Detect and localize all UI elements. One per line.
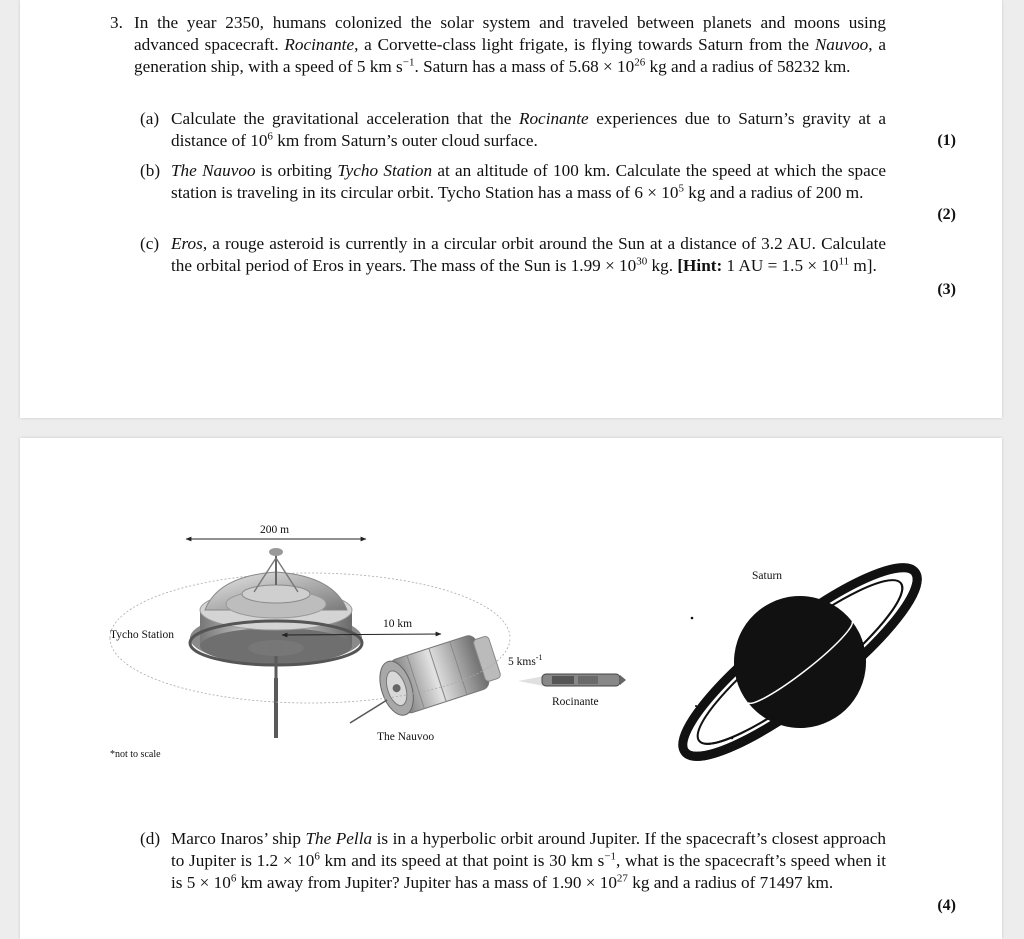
question-intro: In the year 2350, humans colonized the solar system and traveled between planets and moons using advanced spacecraft. Rocinante, a Corvette-class light frigate, is flying towards Saturn from the Nauvoo, a generation ship, with a speed of 5 km $s^{-1}$. Saturn has a mass of $5.68 \times 10^{26}$ kg and a radius of 58232 km.	[134, 13, 886, 77]
orbit-diagram	[20, 438, 1002, 798]
label-saturn: Saturn	[752, 570, 783, 582]
question-number: 3.	[110, 13, 123, 32]
page-1	[20, 0, 1002, 418]
part-d-marks: (4)	[937, 897, 956, 914]
label-speed: 5 kms$^{-1}$	[508, 653, 543, 668]
rocinante-ship-image	[518, 674, 626, 686]
tycho-station-image	[190, 548, 362, 738]
part-b-label: (b)	[140, 161, 161, 180]
label-200m: 200 m	[260, 524, 290, 536]
part-b-text: The Nauvoo is orbiting Tycho Station at an altitude of 100 km. Calculate the speed at which the space station is traveling in its circular orbit. Tycho Station has a mass of $6 \times 10^5$ kg and a radius of 200 m.	[171, 161, 887, 203]
saturn-image	[644, 520, 955, 798]
label-nauvoo: The Nauvoo	[377, 731, 435, 743]
nauvoo-ship-image	[374, 630, 504, 720]
label-tycho-station: Tycho Station	[110, 629, 175, 641]
page-2	[20, 438, 1002, 939]
part-c-marks: (3)	[937, 281, 956, 298]
not-to-scale-note: *not to scale	[110, 749, 161, 760]
part-d-label: (d)	[140, 829, 161, 848]
part-c-text: Eros, a rouge asteroid is currently in a circular orbit around the Sun at a distance of 3.2 AU. Calculate the orbital period of Eros in years. The mass of the Sun is $1.99 \times 10^{30}$ kg. [Hint: 1 AU = $1.5 \times 10^{11}$ m].	[171, 234, 886, 276]
part-a-text: Calculate the gravitational acceleration that the Rocinante experiences due to Saturn’s gravity at a distance of $10^6$ km from Saturn’s outer cloud surface.	[171, 109, 886, 151]
part-a-label: (a)	[140, 109, 160, 128]
label-10km: 10 km	[383, 618, 413, 630]
label-rocinante: Rocinante	[552, 696, 599, 708]
part-c-label: (c)	[140, 234, 160, 253]
part-d-text: Marco Inaros’ ship The Pella is in a hyperbolic orbit around Jupiter. If the spacecraft’s closest approach to Jupiter is $1.2 \times 10^6$ km and its speed at that point is 30 km $s^{-1}$, what is the spacecraft’s speed when it is $5 \times 10^6$ km away from Jupiter? Jupiter has a mass of $1.90 \times 10^{27}$ kg and a radius of 71497 km.	[171, 829, 886, 893]
part-b-marks: (2)	[937, 206, 956, 223]
part-a-marks: (1)	[937, 132, 956, 149]
